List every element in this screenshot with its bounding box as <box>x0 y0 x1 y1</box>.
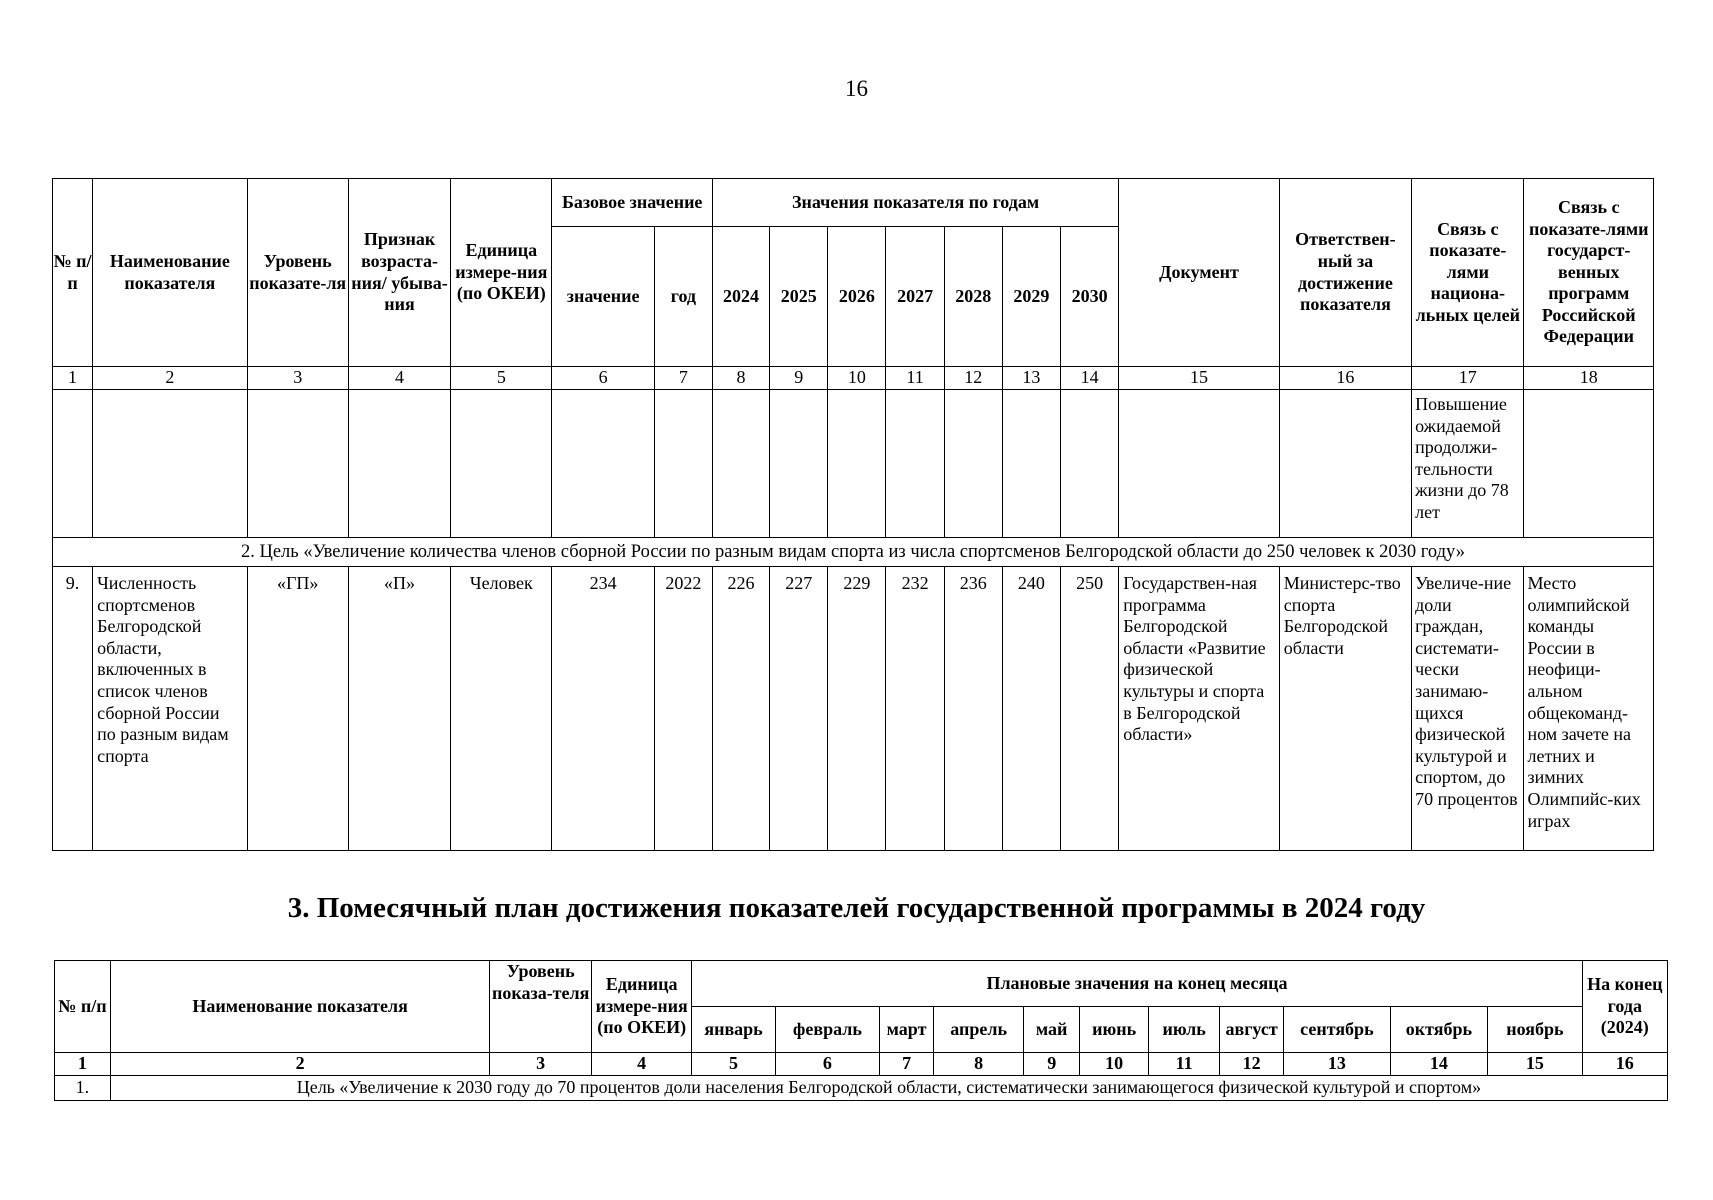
goal-row <box>55 1076 1668 1101</box>
column-number: 16 <box>1279 367 1411 390</box>
table-row <box>53 567 1654 851</box>
indicator-trend: «П» <box>348 567 450 851</box>
column-number: 11 <box>1149 1053 1220 1076</box>
header-name: Наименование показателя <box>93 179 247 367</box>
column-number: 6 <box>775 1053 880 1076</box>
row-num: 9. <box>53 567 93 851</box>
header-month: октябрь <box>1390 1007 1487 1053</box>
column-number: 12 <box>944 367 1002 390</box>
continuation-row <box>53 390 1654 538</box>
column-number: 7 <box>880 1053 934 1076</box>
header-trend: Признак возраста-ния/ убыва-ния <box>348 179 450 367</box>
header-year: 2026 <box>828 227 886 367</box>
header-planned: Плановые значения на конец месяца <box>692 961 1582 1007</box>
column-number: 8 <box>712 367 769 390</box>
header-level: Уровень показа-теля <box>490 961 592 1053</box>
year-value: 226 <box>712 567 769 851</box>
state-program-cell: Место олимпийской команды России в неофици-альном общекоманд-ном зачете на летних и зимних Олимпийс-ких играх <box>1524 567 1654 851</box>
document-cell: Государствен-ная программа Белгородской области «Развитие физической культуры и спорта в Белгородской области» <box>1119 567 1279 851</box>
year-value: 240 <box>1002 567 1060 851</box>
header-month: апрель <box>933 1007 1023 1053</box>
column-number: 3 <box>247 367 348 390</box>
header-month: сентябрь <box>1284 1007 1391 1053</box>
indicator-name: Численность спортсменов Белгородской области, включенных в список членов сборной России по разным видам спорта <box>93 567 247 851</box>
column-number: 9 <box>1024 1053 1080 1076</box>
page-number: 16 <box>845 76 868 101</box>
header-month: август <box>1220 1007 1284 1053</box>
column-number: 10 <box>1080 1053 1149 1076</box>
column-number: 16 <box>1582 1053 1667 1076</box>
column-number: 14 <box>1390 1053 1487 1076</box>
header-year: 2027 <box>886 227 944 367</box>
column-number: 7 <box>654 367 712 390</box>
header-state-programs: Связь с показате-лями государст-венных программ Российской Федерации <box>1524 179 1654 367</box>
header-month: январь <box>692 1007 775 1053</box>
column-number: 15 <box>1488 1053 1583 1076</box>
goal-text: Цель «Увеличение к 2030 году до 70 процентов доли населения Белгородской области, систематически занимающегося физической культурой и спортом» <box>110 1076 1667 1101</box>
column-number: 18 <box>1524 367 1654 390</box>
national-goal-continuation: Повышение ожидаемой продолжи-тельности жизни до 78 лет <box>1412 390 1524 538</box>
column-number: 1 <box>53 367 93 390</box>
column-number: 4 <box>591 1053 691 1076</box>
header-year: 2024 <box>712 227 769 367</box>
header-unit: Единица измере-ния (по ОКЕИ) <box>591 961 691 1053</box>
indicator-level: «ГП» <box>247 567 348 851</box>
column-number: 9 <box>770 367 828 390</box>
header-month: февраль <box>775 1007 880 1053</box>
header-num: № п/п <box>55 961 111 1053</box>
header-month: ноябрь <box>1488 1007 1583 1053</box>
header-base-value: значение <box>552 227 654 367</box>
responsible-cell: Министерс-тво спорта Белгородской области <box>1279 567 1411 851</box>
column-number: 2 <box>93 367 247 390</box>
header-year: 2028 <box>944 227 1002 367</box>
column-number: 15 <box>1119 367 1279 390</box>
year-value: 250 <box>1061 567 1119 851</box>
column-number: 10 <box>828 367 886 390</box>
column-number: 2 <box>110 1053 490 1076</box>
header-responsible: Ответствен-ный за достижение показателя <box>1279 179 1411 367</box>
column-number: 12 <box>1220 1053 1284 1076</box>
column-number: 1 <box>55 1053 111 1076</box>
header-month: июнь <box>1080 1007 1149 1053</box>
column-number: 5 <box>451 367 552 390</box>
monthly-plan-table <box>54 960 1668 1101</box>
header-level: Уровень показате-ля <box>247 179 348 367</box>
column-number: 6 <box>552 367 654 390</box>
header-month: май <box>1024 1007 1080 1053</box>
column-number: 11 <box>886 367 944 390</box>
header-year: 2025 <box>770 227 828 367</box>
column-number: 17 <box>1412 367 1524 390</box>
header-base: Базовое значение <box>552 179 712 227</box>
column-number: 14 <box>1061 367 1119 390</box>
year-value: 227 <box>770 567 828 851</box>
indicators-table <box>52 178 1654 851</box>
column-numbers-row <box>55 1053 1668 1076</box>
year-value: 236 <box>944 567 1002 851</box>
goal-row <box>53 538 1654 567</box>
column-number: 4 <box>348 367 450 390</box>
column-number: 5 <box>692 1053 775 1076</box>
header-year: 2029 <box>1002 227 1060 367</box>
base-value: 234 <box>552 567 654 851</box>
header-num: № п/п <box>53 179 93 367</box>
header-month: март <box>880 1007 934 1053</box>
indicator-unit: Человек <box>451 567 552 851</box>
header-document: Документ <box>1119 179 1279 367</box>
header-year: 2030 <box>1061 227 1119 367</box>
column-number: 13 <box>1284 1053 1391 1076</box>
column-number: 3 <box>490 1053 592 1076</box>
header-name: Наименование показателя <box>110 961 490 1053</box>
header-year-end: На конец года (2024) <box>1582 961 1667 1053</box>
base-year: 2022 <box>654 567 712 851</box>
national-goal-cell: Увеличе-ние доли граждан, системати-чески занимаю-щихся физической культурой и спортом, до 70 процентов <box>1412 567 1524 851</box>
goal-text: 2. Цель «Увеличение количества членов сборной России по разным видам спорта из числа спортсменов Белгородской области до 250 человек к 2030 году» <box>53 538 1654 567</box>
header-month: июль <box>1149 1007 1220 1053</box>
goal-num: 1. <box>55 1076 111 1101</box>
column-number: 13 <box>1002 367 1060 390</box>
column-numbers-row <box>53 367 1654 390</box>
column-number: 8 <box>933 1053 1023 1076</box>
year-value: 229 <box>828 567 886 851</box>
header-national-goals: Связь с показате-лями национа-льных целей <box>1412 179 1524 367</box>
header-years-group: Значения показателя по годам <box>712 179 1118 227</box>
header-unit: Единица измере-ния (по ОКЕИ) <box>451 179 552 367</box>
header-base-year: год <box>654 227 712 367</box>
section-title: 3. Помесячный план достижения показателей государственной программы в 2024 году <box>287 892 1426 924</box>
year-value: 232 <box>886 567 944 851</box>
